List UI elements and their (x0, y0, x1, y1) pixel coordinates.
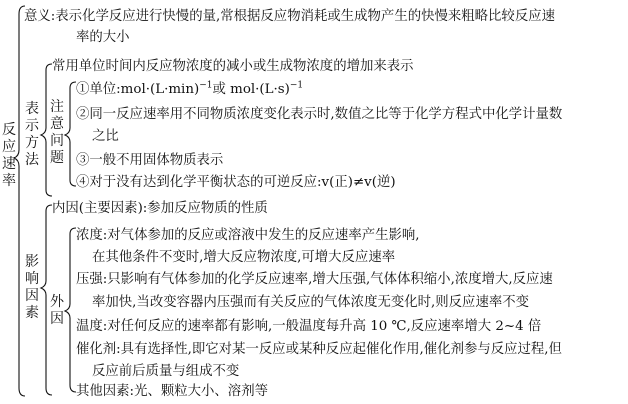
note-unit (76, 81, 303, 98)
pressure-line-1: 压强:只影响有气体参加的化学反应速率,增大压强,气体体积缩小,浓度增大,反应速 (76, 272, 553, 287)
note-4: ④对于没有达到化学平衡状态的可逆反应:v(正)≠v(逆) (76, 175, 396, 190)
note-3: ③一般不用固体物质表示 (76, 153, 224, 168)
external-label: 外因 (50, 294, 64, 327)
external-brace (65, 228, 76, 392)
notes-brace (65, 82, 76, 186)
note-2-line-1: ②同一反应速率用不同物质浓度变化表示时,数值之比等于化学方程式中化学计量数 (76, 107, 563, 122)
unit-mid: 或 mol·(L·s) (212, 82, 290, 97)
catalyst-line-2: 反应前后质量与组成不变 (92, 364, 240, 379)
note-2-line-2: 之比 (92, 129, 119, 144)
unit-sup-2: −1 (289, 80, 304, 91)
other-factors: 其他因素:光、颗粒大小、溶剂等 (76, 384, 268, 399)
expression-label: 表示方法 (25, 101, 39, 168)
concentration-line-1: 浓度:对气体参加的反应或溶液中发生的反应速率产生影响, (76, 228, 420, 243)
factors-label: 影响因素 (25, 254, 39, 321)
concentration-line-2: 在其他条件不变时,增大反应物浓度,可增大反应速率 (92, 250, 396, 265)
pressure-line-2: 率加快,当改变容器内压强而有关反应的气体浓度无变化时,则反应速率不变 (92, 295, 530, 310)
catalyst-line-1: 催化剂:具有选择性,即它对某一反应或某种反应起催化作用,催化剂参与反应过程,但 (76, 342, 562, 357)
definition-line-2: 率的大小 (76, 30, 130, 45)
definition-line-1: 意义:表示化学反应进行快慢的量,常根据反应物消耗或生成物产生的快慢来粗略比较反应速 (24, 9, 555, 24)
unit-sup-1: −1 (199, 80, 213, 91)
root-brace (14, 6, 25, 396)
unit-prefix: ①单位:mol·(L·min) (76, 82, 200, 97)
internal-factor: 内因(主要因素):参加反应物质的性质 (52, 201, 268, 216)
temperature-line: 温度:对任何反应的速率都有影响,一般温度每升高 10 ℃,反应速率增大 2~4 倍 (76, 319, 542, 334)
root-label: 反应速率 (2, 122, 16, 189)
notes-label: 注意问题 (50, 99, 64, 166)
expression-intro: 常用单位时间内反应物浓度的减小或生成物浓度的增加来表示 (52, 59, 414, 74)
